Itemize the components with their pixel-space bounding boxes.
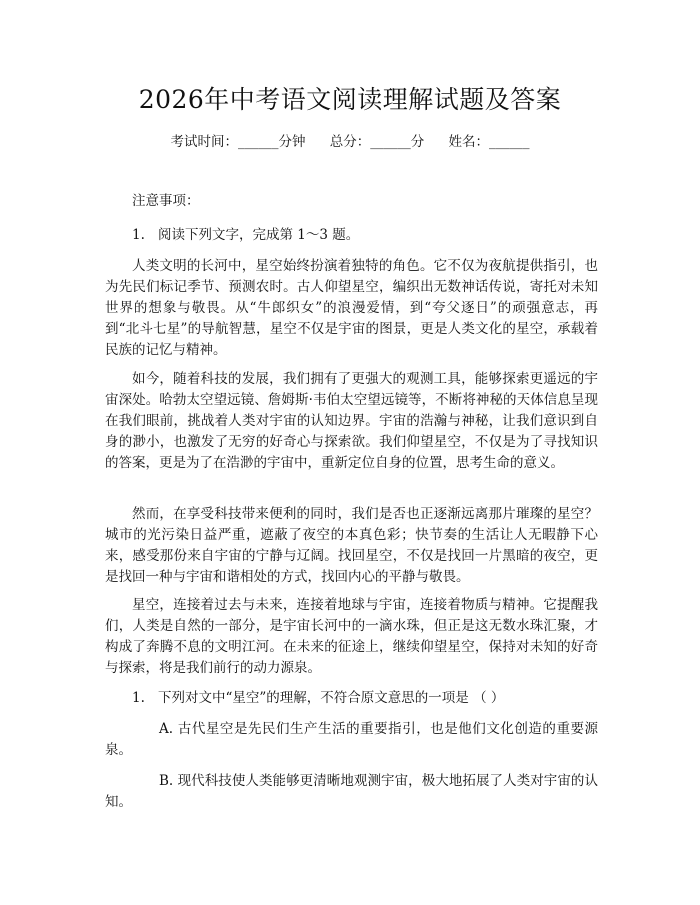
instruction-number: 1.	[132, 227, 145, 243]
notice-heading: 注意事项：	[132, 193, 200, 209]
passage-paragraph: 然而，在享受科技带来便利的同时，我们是否也正逐渐远离那片璀璨的星空？城市的光污染日益严重，遮蔽了夜空的本真色彩；快节奏的生活让人无暇静下心来，感受那份来自宇宙的宁静与辽阔。找回星空，不仅是找回一片黑暗的夜空，更是找回一种与宇宙和谐相处的方式，找回内心的平静与敬畏。	[105, 506, 598, 585]
question-option-b: B. 现代科技使人类能够更清晰地观测宇宙，极大地拓展了人类对宇宙的认知。	[105, 773, 598, 810]
exam-title: 2026年中考语文阅读理解试题及答案	[138, 85, 562, 114]
question-option-a: A. 古代星空是先民们生产生活的重要指引，也是他们文化创造的重要源泉。	[105, 721, 598, 758]
question-1	[132, 688, 504, 708]
passage-paragraph: 如今，随着科技的发展，我们拥有了更强大的观测工具，能够探索更遥远的宇宙深处。哈勃太空望远镜、詹姆斯·韦伯太空望远镜等，不断将神秘的天体信息呈现在我们眼前，挑战着人类对宇宙的认知边界。宇宙的浩瀚与神秘，让我们意识到自身的渺小，也激发了无穷的好奇心与探索欲。我们仰望星空，不仅是为了寻找知识的答案，更是为了在浩渺的宇宙中，重新定位自身的位置，思考生命的意义。	[105, 371, 598, 471]
passage-paragraph: 星空，连接着过去与未来，连接着地球与宇宙，连接着物质与精神。它提醒我们，人类是自然的一部分，是宇宙长河中的一滴水珠，但正是这无数水珠汇聚，才构成了奔腾不息的文明江河。在未来的征途上，继续仰望星空，保持对未知的好奇与探索，将是我们前行的动力源泉。	[105, 597, 598, 676]
exam-time-field: 考试时间：______分钟	[170, 134, 306, 150]
question-text: 下列对文中“星空”的理解，不符合原文意思的一项是 （ ）	[158, 690, 505, 706]
student-name-field: 姓名：______	[448, 134, 530, 150]
exam-meta	[0, 131, 700, 153]
question-number: 1.	[132, 690, 145, 706]
total-score-field: 总分：______分	[329, 134, 425, 150]
instruction-text: 阅读下列文字，完成第 1～3 题。	[158, 227, 360, 243]
reading-instruction	[132, 225, 359, 245]
passage-paragraph: 人类文明的长河中，星空始终扮演着独特的角色。它不仅为夜航提供指引，也为先民们标记季节、预测农时。古人仰望星空，编织出无数神话传说，寄托对未知世界的想象与敬畏。从“牛郎织女”的浪漫爱情，到“夸父逐日”的顽强意志，再到“北斗七星”的导航智慧，星空不仅是宇宙的图景，更是人类文化的星空，承载着民族的记忆与精神。	[105, 258, 598, 358]
